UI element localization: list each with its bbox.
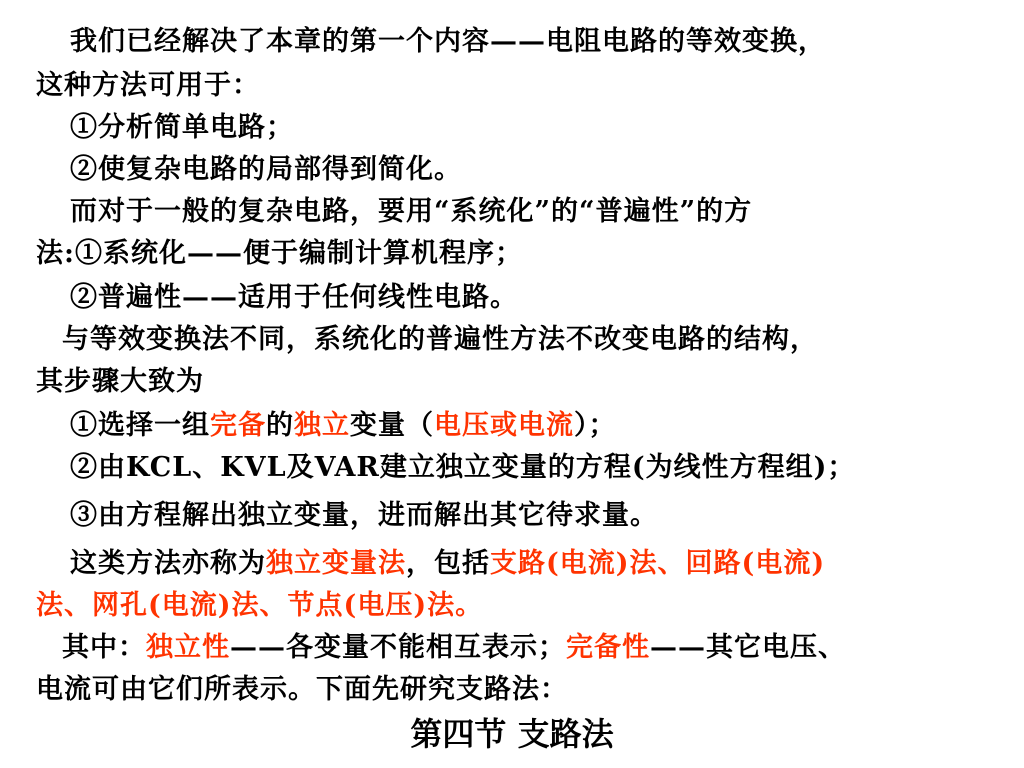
step-2-build-equations: ②由KCL、KVL及VAR建立独立变量的方程(为线性方程组)；: [70, 452, 856, 483]
section-heading: 第四节 支路法: [410, 715, 614, 753]
methods-list-part-1: 支路(电流)法、回路(电流): [490, 548, 826, 579]
paragraph-line-15: [62, 628, 846, 668]
list-item-simplify-local: ②使复杂电路的局部得到简化。: [70, 154, 462, 185]
paragraph-line-13: [70, 544, 825, 584]
step-1-text-a: ①选择一组: [70, 410, 210, 441]
methods-list-part-2: 法、网孔(电流)法、节点(电压)法。: [36, 590, 484, 621]
line-15-text-c: ——各变量不能相互表示；: [230, 632, 566, 663]
paragraph-line-5: 而对于一般的复杂电路，要用“系统化”的“普遍性”的方: [70, 196, 753, 227]
step-1-text-e: 变量（: [350, 410, 434, 441]
term-voltage-or-current: 电压或电流: [434, 410, 574, 441]
list-item-universality: ②普遍性——适用于任何线性电路。: [70, 282, 518, 313]
step-1-text-g: ）；: [574, 410, 617, 441]
paragraph-line-8: 与等效变换法不同，系统化的普遍性方法不改变电路的结构，: [62, 324, 818, 355]
paragraph-line-9: 其步骤大致为: [36, 366, 204, 397]
line-13-text-a: 这类方法亦称为: [70, 548, 266, 579]
line-15-text-a: 其中：: [62, 632, 146, 663]
paragraph-line-1: 我们已经解决了本章的第一个内容——电阻电路的等效变换，: [70, 26, 826, 57]
line-13-text-c: ，包括: [406, 548, 490, 579]
step-3-solve: ③由方程解出独立变量，进而解出其它待求量。: [70, 500, 658, 531]
paragraph-line-6: 法:①系统化——便于编制计算机程序；: [36, 238, 523, 269]
term-complete: 完备: [210, 410, 266, 441]
term-independent: 独立: [294, 410, 350, 441]
paragraph-line-16: 电流可由它们所表示。下面先研究支路法：: [36, 674, 568, 705]
paragraph-line-2: 这种方法可用于：: [36, 70, 260, 101]
term-completeness: 完备性: [566, 632, 650, 663]
step-1-select-variables: [70, 406, 617, 446]
term-independent-variable-method: 独立变量法: [266, 548, 406, 579]
list-item-analyze-simple: ①分析简单电路；: [70, 112, 294, 143]
term-independence: 独立性: [146, 632, 230, 663]
line-15-text-e: ——其它电压、: [650, 632, 846, 663]
step-1-text-c: 的: [266, 410, 294, 441]
